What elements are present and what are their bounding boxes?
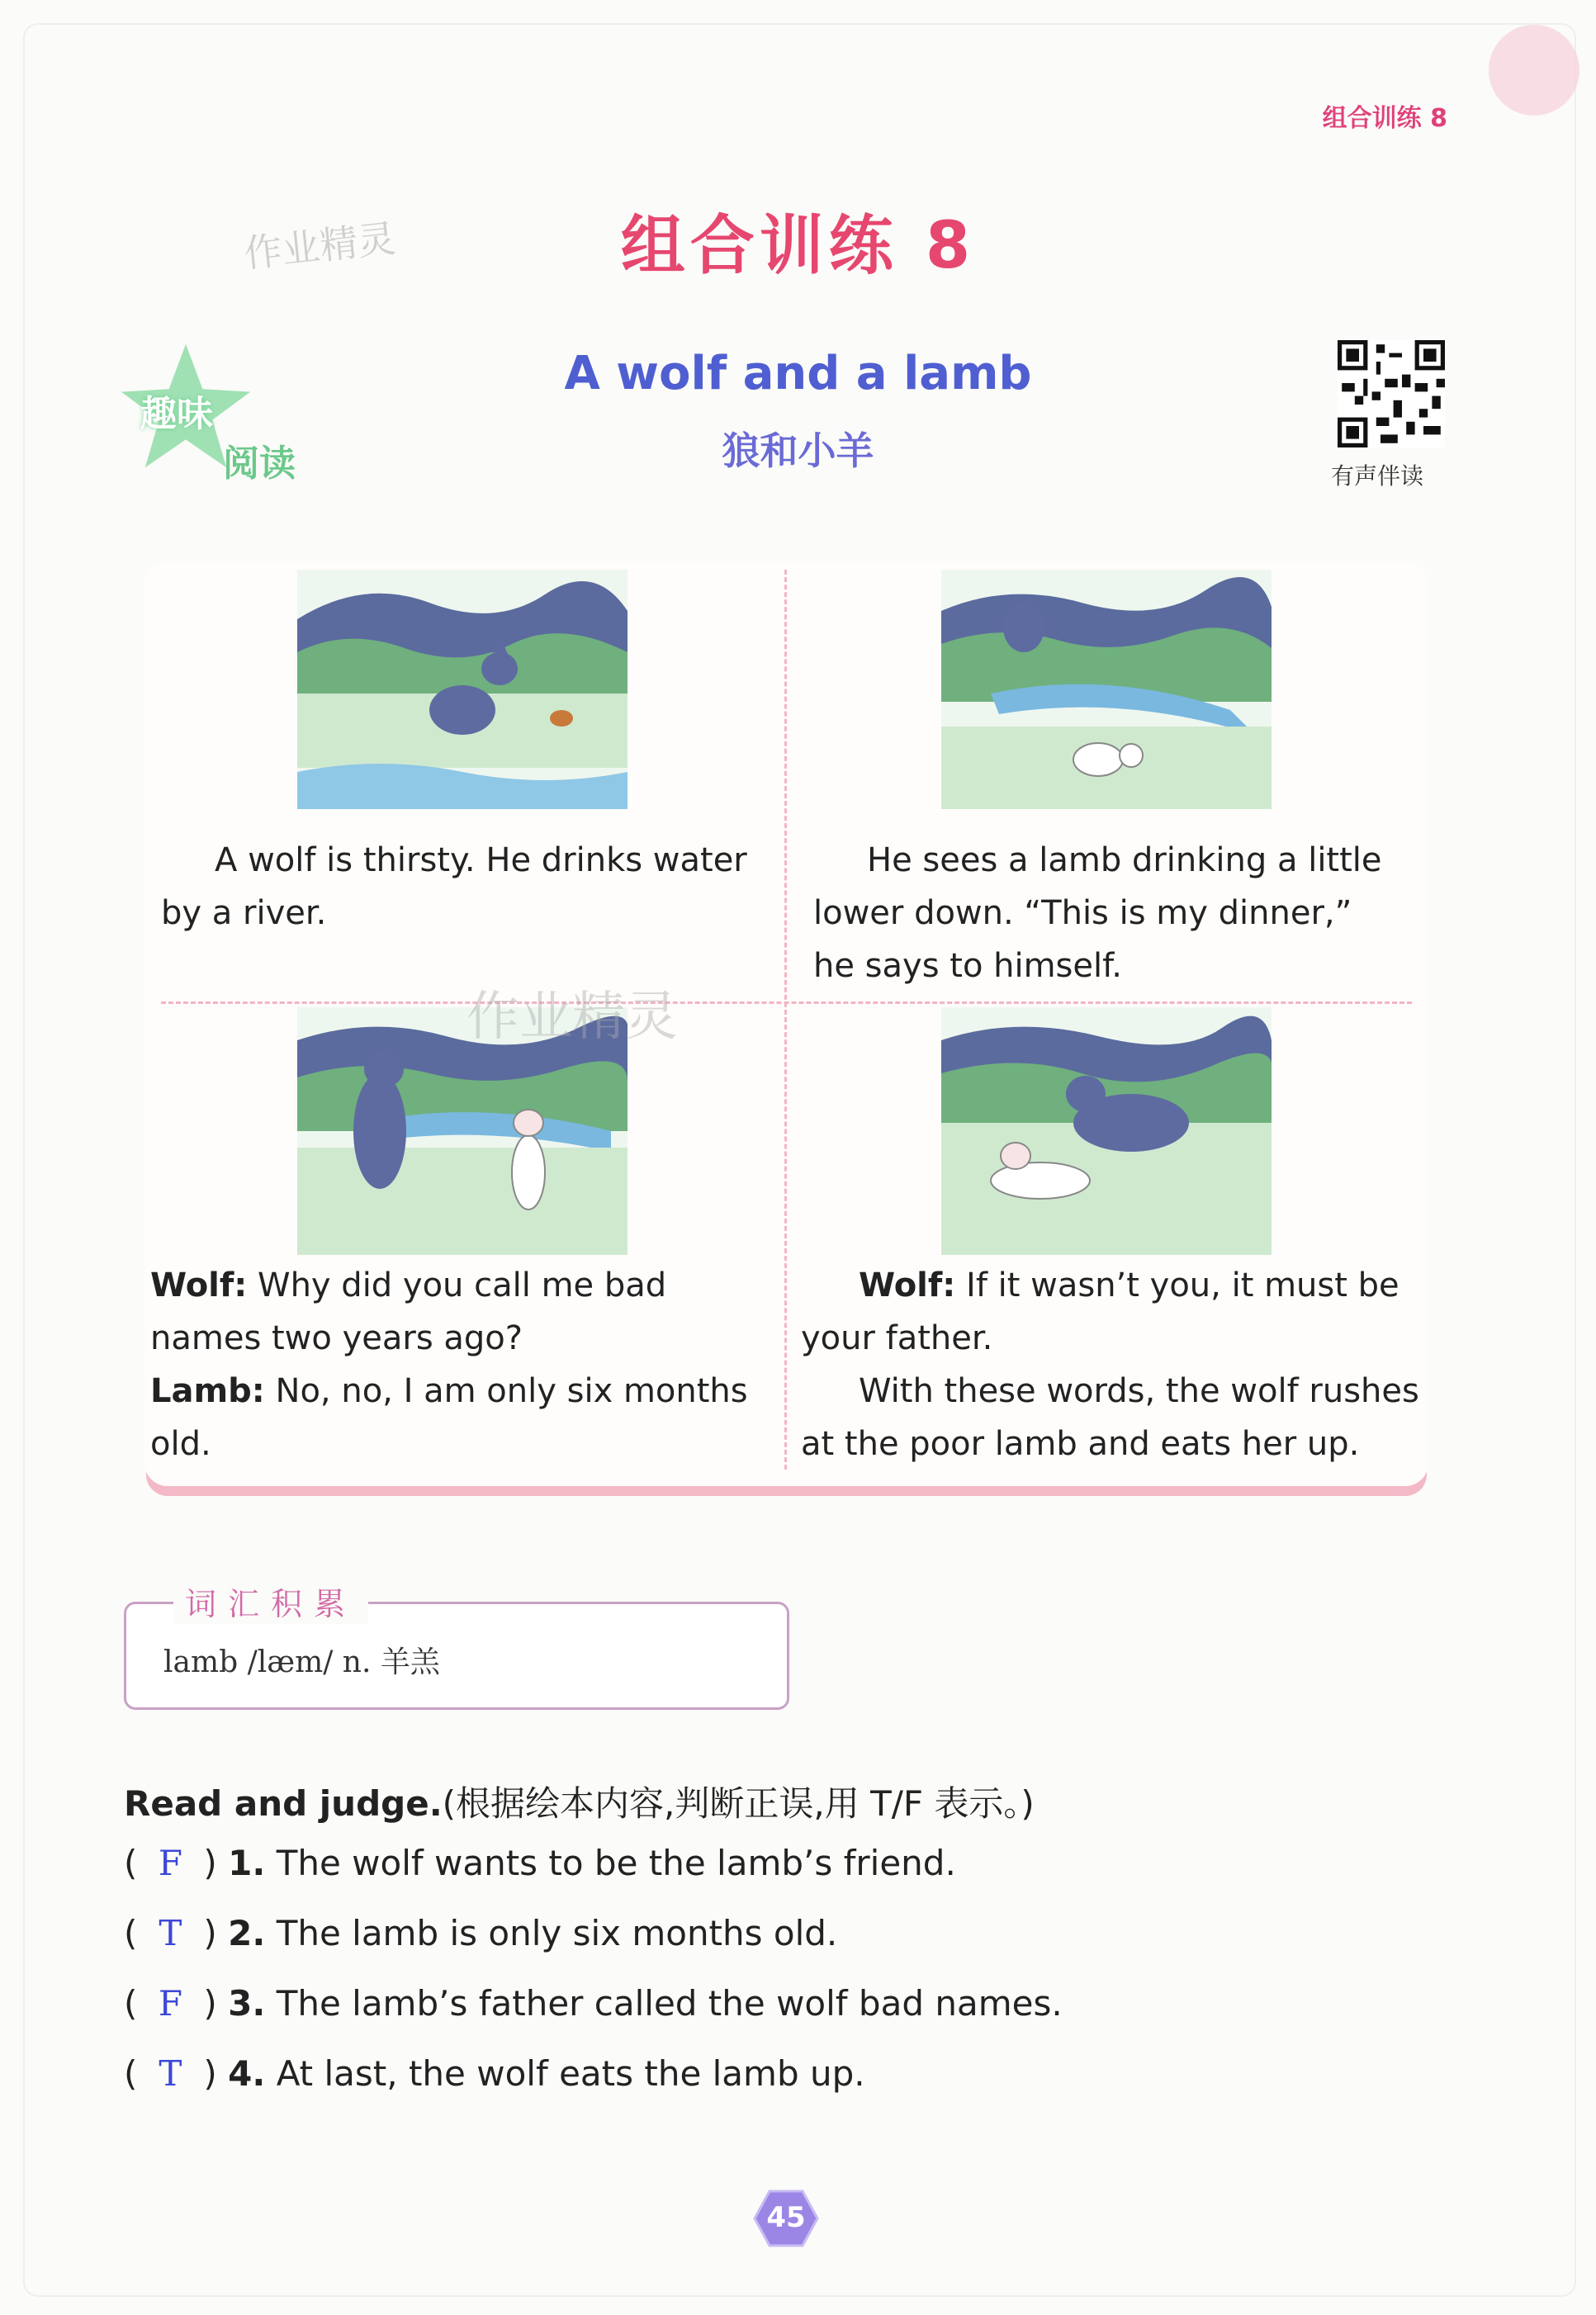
badge-line2: 阅读 (223, 443, 296, 485)
question-row: ( T ) 2. The lamb is only six months old. (124, 1913, 838, 1953)
dialogue-line: If it wasn’t you, it must be (966, 1266, 1399, 1304)
page-number (753, 2190, 819, 2247)
qr-label: 有声伴读 (1331, 462, 1424, 490)
answer-field[interactable]: T (159, 2053, 182, 2094)
qr-code[interactable] (1338, 340, 1445, 447)
panel-1-text (161, 834, 764, 940)
section-label: 组合训练 8 (1322, 104, 1447, 133)
speaker-label: Wolf: (150, 1266, 248, 1304)
divider-vertical (784, 570, 787, 1470)
question-text: The lamb’s father called the wolf bad names. (276, 1983, 1063, 2024)
panel-4-text (801, 1259, 1420, 1470)
panel-2-line: He sees a lamb drinking a little (867, 841, 1382, 879)
panel-1-illustration (297, 570, 628, 809)
answer-field[interactable]: F (158, 1843, 182, 1883)
divider-horizontal (161, 1001, 1412, 1004)
dialogue-line: No, no, I am only six months old. (150, 1372, 748, 1463)
instruction-text: (根据绘本内容,判断正误,用 T/F 表示。) (442, 1783, 1035, 1824)
question-text: The lamb is only six months old. (276, 1913, 838, 1953)
panel-4-illustration (941, 1007, 1272, 1255)
narration-line: With these words, the wolf rushes (859, 1372, 1419, 1410)
answer-field[interactable]: T (159, 1913, 182, 1953)
vocab-title: 词汇积累 (173, 1579, 368, 1624)
speaker-label: Lamb: (150, 1372, 265, 1410)
question-text: The wolf wants to be the lamb’s friend. (276, 1843, 956, 1883)
watermark: 作业精灵 (466, 987, 678, 1048)
panel-2-illustration (941, 570, 1272, 809)
dialogue-line: your father. (801, 1319, 993, 1357)
question-row: ( T ) 4. At last, the wolf eats the lamb up. (124, 2053, 865, 2094)
answer-field[interactable]: F (158, 1983, 182, 2024)
question-number: 2. (228, 1913, 266, 1953)
corner-decoration (1489, 25, 1579, 116)
question-number: 4. (228, 2053, 266, 2094)
panel-2-line: he says to himself. (813, 947, 1123, 985)
exercise-instruction (124, 1777, 1035, 1826)
speaker-label: Wolf: (859, 1266, 956, 1304)
badge-line1: 趣味 (140, 393, 213, 435)
dialogue-line: names two years ago? (150, 1319, 523, 1357)
question-text: At last, the wolf eats the lamb up. (276, 2053, 865, 2094)
question-number: 3. (228, 1983, 266, 2024)
question-number: 1. (228, 1843, 266, 1883)
panel-3-text (150, 1259, 778, 1470)
question-row: ( F ) 1. The wolf wants to be the lamb’s friend. (124, 1843, 956, 1883)
story-title: A wolf and a lamb (564, 347, 1032, 400)
instruction-bold: Read and judge. (124, 1783, 443, 1824)
panel-2-line: lower down. “This is my dinner,” (813, 894, 1352, 932)
watermark: 作业精灵 (241, 215, 398, 277)
page-number-text: 45 (766, 2201, 806, 2234)
narration-line: at the poor lamb and eats her up. (801, 1425, 1360, 1463)
vocab-entry: lamb /læm/ n. 羊羔 (163, 1645, 440, 1679)
panel-1-line: A wolf is thirsty. He drinks water (215, 841, 747, 879)
story-subtitle: 狼和小羊 (722, 428, 874, 473)
dialogue-line: Why did you call me bad (258, 1266, 667, 1304)
panel-1-line: by a river. (161, 894, 327, 932)
panel-2-text (813, 834, 1416, 992)
page-title: 组合训练 8 (620, 209, 976, 283)
question-row: ( F ) 3. The lamb’s father called the wolf bad names. (124, 1983, 1063, 2024)
